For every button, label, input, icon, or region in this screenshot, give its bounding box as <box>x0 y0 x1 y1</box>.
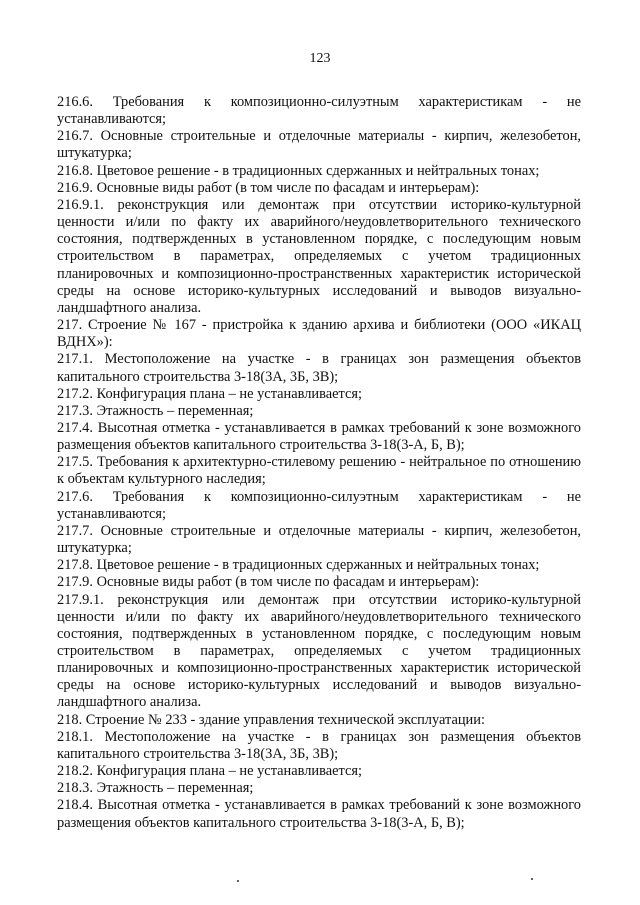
scan-speck <box>531 878 533 880</box>
paragraph-218-4: 218.4. Высотная отметка - устанавливается в рамках требований к зоне возможного размещения объектов капитального строительства 3-18(3-А, Б, В); <box>57 797 581 831</box>
paragraph-217-4: 217.4. Высотная отметка - устанавливается в рамках требований к зоне возможного размещения объектов капитального строительства 3-18(3-А, Б, В); <box>57 419 581 454</box>
paragraph-217-1: 217.1. Местоположение на участке - в границах зон размещения объектов капитального строительства 3-18(3А, 3Б, 3В); <box>57 351 581 385</box>
paragraph-216-9-1: 216.9.1. реконструкция или демонтаж при отсутствии историко-культурной ценности и/или по факту их аварийного/неудовлетворительного технического состояния, подтвержденных в установленном порядке, с последующим новым строительством в параметрах, определяемых с учетом традиционных планировочных и композиционно-пространственных характеристик исторической среды на основе историко-культурных исследований и выводов визуально-ландшафтного анализа. <box>57 196 581 316</box>
paragraph-217-9-1: 217.9.1. реконструкция или демонтаж при отсутствии историко-культурной ценности и/или по факту их аварийного/неудовлетворительного технического состояния, подтвержденных в установленном порядке, с последующим новым строительством в параметрах, определяемых с учетом традиционных планировочных и композиционно-пространственных характеристик исторической среды на основе историко-культурных исследований и выводов визуально-ландшафтного анализа. <box>57 591 581 711</box>
document-body <box>57 94 581 832</box>
paragraph-217-9: 217.9. Основные виды работ (в том числе по фасадам и интерьерам): <box>57 574 480 591</box>
paragraph-218-1: 218.1. Местоположение на участке - в границах зон размещения объектов капитального строительства 3-18(3А, 3Б, 3В); <box>57 728 581 762</box>
paragraph-217: 217. Строение № 167 - пристройка к зданию архива и библиотеки (ООО «ИКАЦ ВДНХ»): <box>57 317 581 351</box>
paragraph-217-5: 217.5. Требования к архитектурно-стилевому решению - нейтральное по отношению к объектам культурного наследия; <box>57 454 581 488</box>
paragraph-217-3: 217.3. Этажность – переменная; <box>57 402 254 419</box>
paragraph-216-9: 216.9. Основные виды работ (в том числе по фасадам и интерьерам): <box>57 179 480 196</box>
paragraph-218-2: 218.2. Конфигурация плана – не устанавливается; <box>57 763 362 780</box>
paragraph-216-6: 216.6. Требования к композиционно-силуэтным характеристикам - не устанавливаются; <box>57 94 581 128</box>
paragraph-217-2: 217.2. Конфигурация плана – не устанавливается; <box>57 385 362 402</box>
paragraph-217-6: 217.6. Требования к композиционно-силуэтным характеристикам - не устанавливаются; <box>57 488 581 522</box>
page-number: 123 <box>309 51 331 66</box>
paragraph-218-3: 218.3. Этажность – переменная; <box>57 780 254 797</box>
paragraph-216-8: 216.8. Цветовое решение - в традиционных сдержанных и нейтральных тонах; <box>57 162 540 179</box>
scan-speck <box>237 880 239 882</box>
paragraph-218: 218. Строение № 233 - здание управления технической эксплуатации: <box>57 711 485 728</box>
paragraph-216-7: 216.7. Основные строительные и отделочные материалы - кирпич, железобетон, штукатурка; <box>57 128 581 162</box>
paragraph-217-7: 217.7. Основные строительные и отделочные материалы - кирпич, железобетон, штукатурка; <box>57 522 581 557</box>
paragraph-217-8: 217.8. Цветовое решение - в традиционных сдержанных и нейтральных тонах; <box>57 557 540 574</box>
